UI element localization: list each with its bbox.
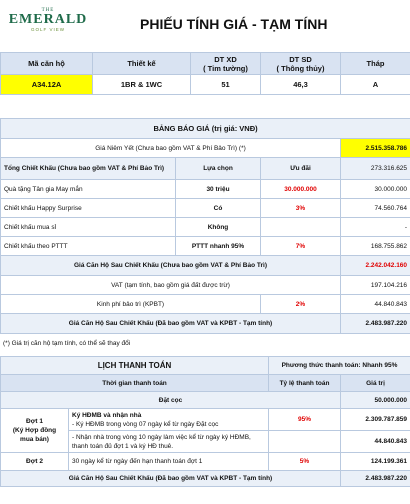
discount-header-row [1, 158, 410, 180]
col-dt-sd: DT SD ( Thông thủy) [261, 53, 341, 75]
phase1-row-a [1, 409, 410, 431]
phase2-row [1, 453, 410, 471]
discount-row-value: - [341, 218, 410, 237]
after-discount-row [1, 256, 410, 276]
deposit-label: Đặt cọc [1, 392, 341, 409]
col-code: Mã căn hộ [1, 53, 93, 75]
col-option: Lựa chọn [176, 158, 261, 180]
unit-dt-xd: 51 [191, 75, 261, 95]
list-price-value: 2.515.358.786 [341, 139, 410, 158]
vat-label: VAT (tạm tính, bao gồm giá đất được trừ) [1, 276, 341, 295]
kpbt-pct: 2% [261, 295, 341, 314]
phase1-a-value: 2.309.787.859 [341, 409, 410, 431]
logo-the: THE [41, 8, 55, 13]
discount-row [1, 237, 410, 256]
col-tower: Tháp [341, 53, 410, 75]
discount-row-value: 74.560.764 [341, 199, 410, 218]
final-row [1, 314, 410, 334]
payment-table [0, 356, 410, 487]
unit-table [0, 52, 410, 95]
payment-title-row [1, 357, 410, 375]
final-label: Giá Căn Hộ Sau Chiết Khấu (Đã bao gồm VAT và KPBT - Tạm tính) [1, 314, 341, 334]
phase2-pct: 5% [269, 453, 341, 471]
unit-tower: A [341, 75, 410, 95]
logo-sub: GOLF VIEW [30, 27, 65, 32]
emerald-logo [8, 8, 88, 44]
phase1-b-desc: - Nhận nhà trong vòng 10 ngày làm việc kể từ ngày ký HĐMB, thanh toán đủ đợt 1 và ký HĐ thuê. [69, 431, 269, 453]
list-price-row [1, 139, 410, 158]
discount-row-offer: 30.000.000 [261, 180, 341, 199]
discount-row-option: 30 triệu [176, 180, 261, 199]
col-value: Giá trị [341, 375, 410, 392]
logo-brand: EMERALD [8, 12, 88, 27]
phase2-desc: 30 ngày kể từ ngày đến hạn thanh toán đợt 1 [69, 453, 269, 471]
phase1-label: Đợt 1 (Ký Hợp đồng mua bán) [1, 409, 69, 453]
discount-row-offer: 3% [261, 199, 341, 218]
deposit-value: 50.000.000 [341, 392, 410, 409]
list-price-label: Giá Niêm Yết (Chưa bao gồm VAT & Phí Bảo Trì) (*) [1, 139, 341, 158]
final-value: 2.483.987.220 [341, 314, 410, 334]
unit-dt-sd: 46,3 [261, 75, 341, 95]
kpbt-value: 44.840.843 [341, 295, 410, 314]
phase2-value: 124.199.361 [341, 453, 410, 471]
discount-total: 273.316.625 [341, 158, 410, 180]
unit-code: A34.12A [1, 75, 93, 95]
phase1-b-pct [269, 431, 341, 453]
discount-row-option: Không [176, 218, 261, 237]
payment-header-row [1, 375, 410, 392]
price-title-row [1, 119, 410, 139]
price-table [0, 118, 410, 334]
col-time: Thời gian thanh toán [1, 375, 269, 392]
phase1-b-value: 44.840.843 [341, 431, 410, 453]
price-note: (*) Giá trị căn hộ tạm tính, có thể sẽ thay đổi [3, 340, 131, 347]
payment-title: LỊCH THANH TOÁN [1, 357, 269, 375]
discount-row [1, 218, 410, 237]
discount-row [1, 199, 410, 218]
discount-row [1, 180, 410, 199]
after-discount-label: Giá Căn Hộ Sau Chiết Khấu (Chưa bao gồm VAT & Phí Bảo Trì) [1, 256, 341, 276]
after-discount-value: 2.242.042.160 [341, 256, 410, 276]
phase1-a-pct: 95% [269, 409, 341, 431]
phase2-label: Đợt 2 [1, 453, 69, 471]
vat-row [1, 276, 410, 295]
discount-row-label: Chiết khấu theo PTTT [1, 237, 176, 256]
unit-design: 1BR & 1WC [93, 75, 191, 95]
discount-row-label: Quà tặng Tân gia May mắn [1, 180, 176, 199]
discount-row-label: Chiết khấu mua sỉ [1, 218, 176, 237]
kpbt-row [1, 295, 410, 314]
discount-row-label: Chiết khấu Happy Surprise [1, 199, 176, 218]
col-pct: Tỷ lệ thanh toán [269, 375, 341, 392]
payment-method: Phương thức thanh toán: Nhanh 95% [269, 357, 410, 375]
col-design: Thiết kế [93, 53, 191, 75]
phase1-a-desc: Ký HĐMB và nhận nhà - Ký HĐMB trong vòng 07 ngày kể từ ngày Đặt cọc [69, 409, 269, 431]
discount-row-offer: 7% [261, 237, 341, 256]
discount-row-value: 168.755.862 [341, 237, 410, 256]
col-dt-xd: DT XD ( Tim tường) [191, 53, 261, 75]
header [0, 0, 410, 50]
price-title: BẢNG BÁO GIÁ (trị giá: VNĐ) [1, 119, 410, 139]
discount-row-offer [261, 218, 341, 237]
page-title: PHIẾU TÍNH GIÁ - TẠM TÍNH [140, 16, 328, 32]
unit-header-row [1, 53, 410, 75]
payment-final-row [1, 471, 410, 487]
vat-value: 197.104.216 [341, 276, 410, 295]
payment-final-value: 2.483.987.220 [341, 471, 410, 487]
deposit-row [1, 392, 410, 409]
discount-label: Tổng Chiết Khấu (Chưa bao gồm VAT & Phí Bảo Trì) [1, 158, 176, 180]
payment-final-label: Giá Căn Hộ Sau Chiết Khấu (Đã bao gồm VAT và KPBT - Tạm tính) [1, 471, 341, 487]
discount-row-value: 30.000.000 [341, 180, 410, 199]
discount-row-option: PTTT nhanh 95% [176, 237, 261, 256]
col-offer: Ưu đãi [261, 158, 341, 180]
kpbt-label: Kinh phí bảo trì (KPBT) [1, 295, 261, 314]
unit-row [1, 75, 410, 95]
discount-row-option: Có [176, 199, 261, 218]
